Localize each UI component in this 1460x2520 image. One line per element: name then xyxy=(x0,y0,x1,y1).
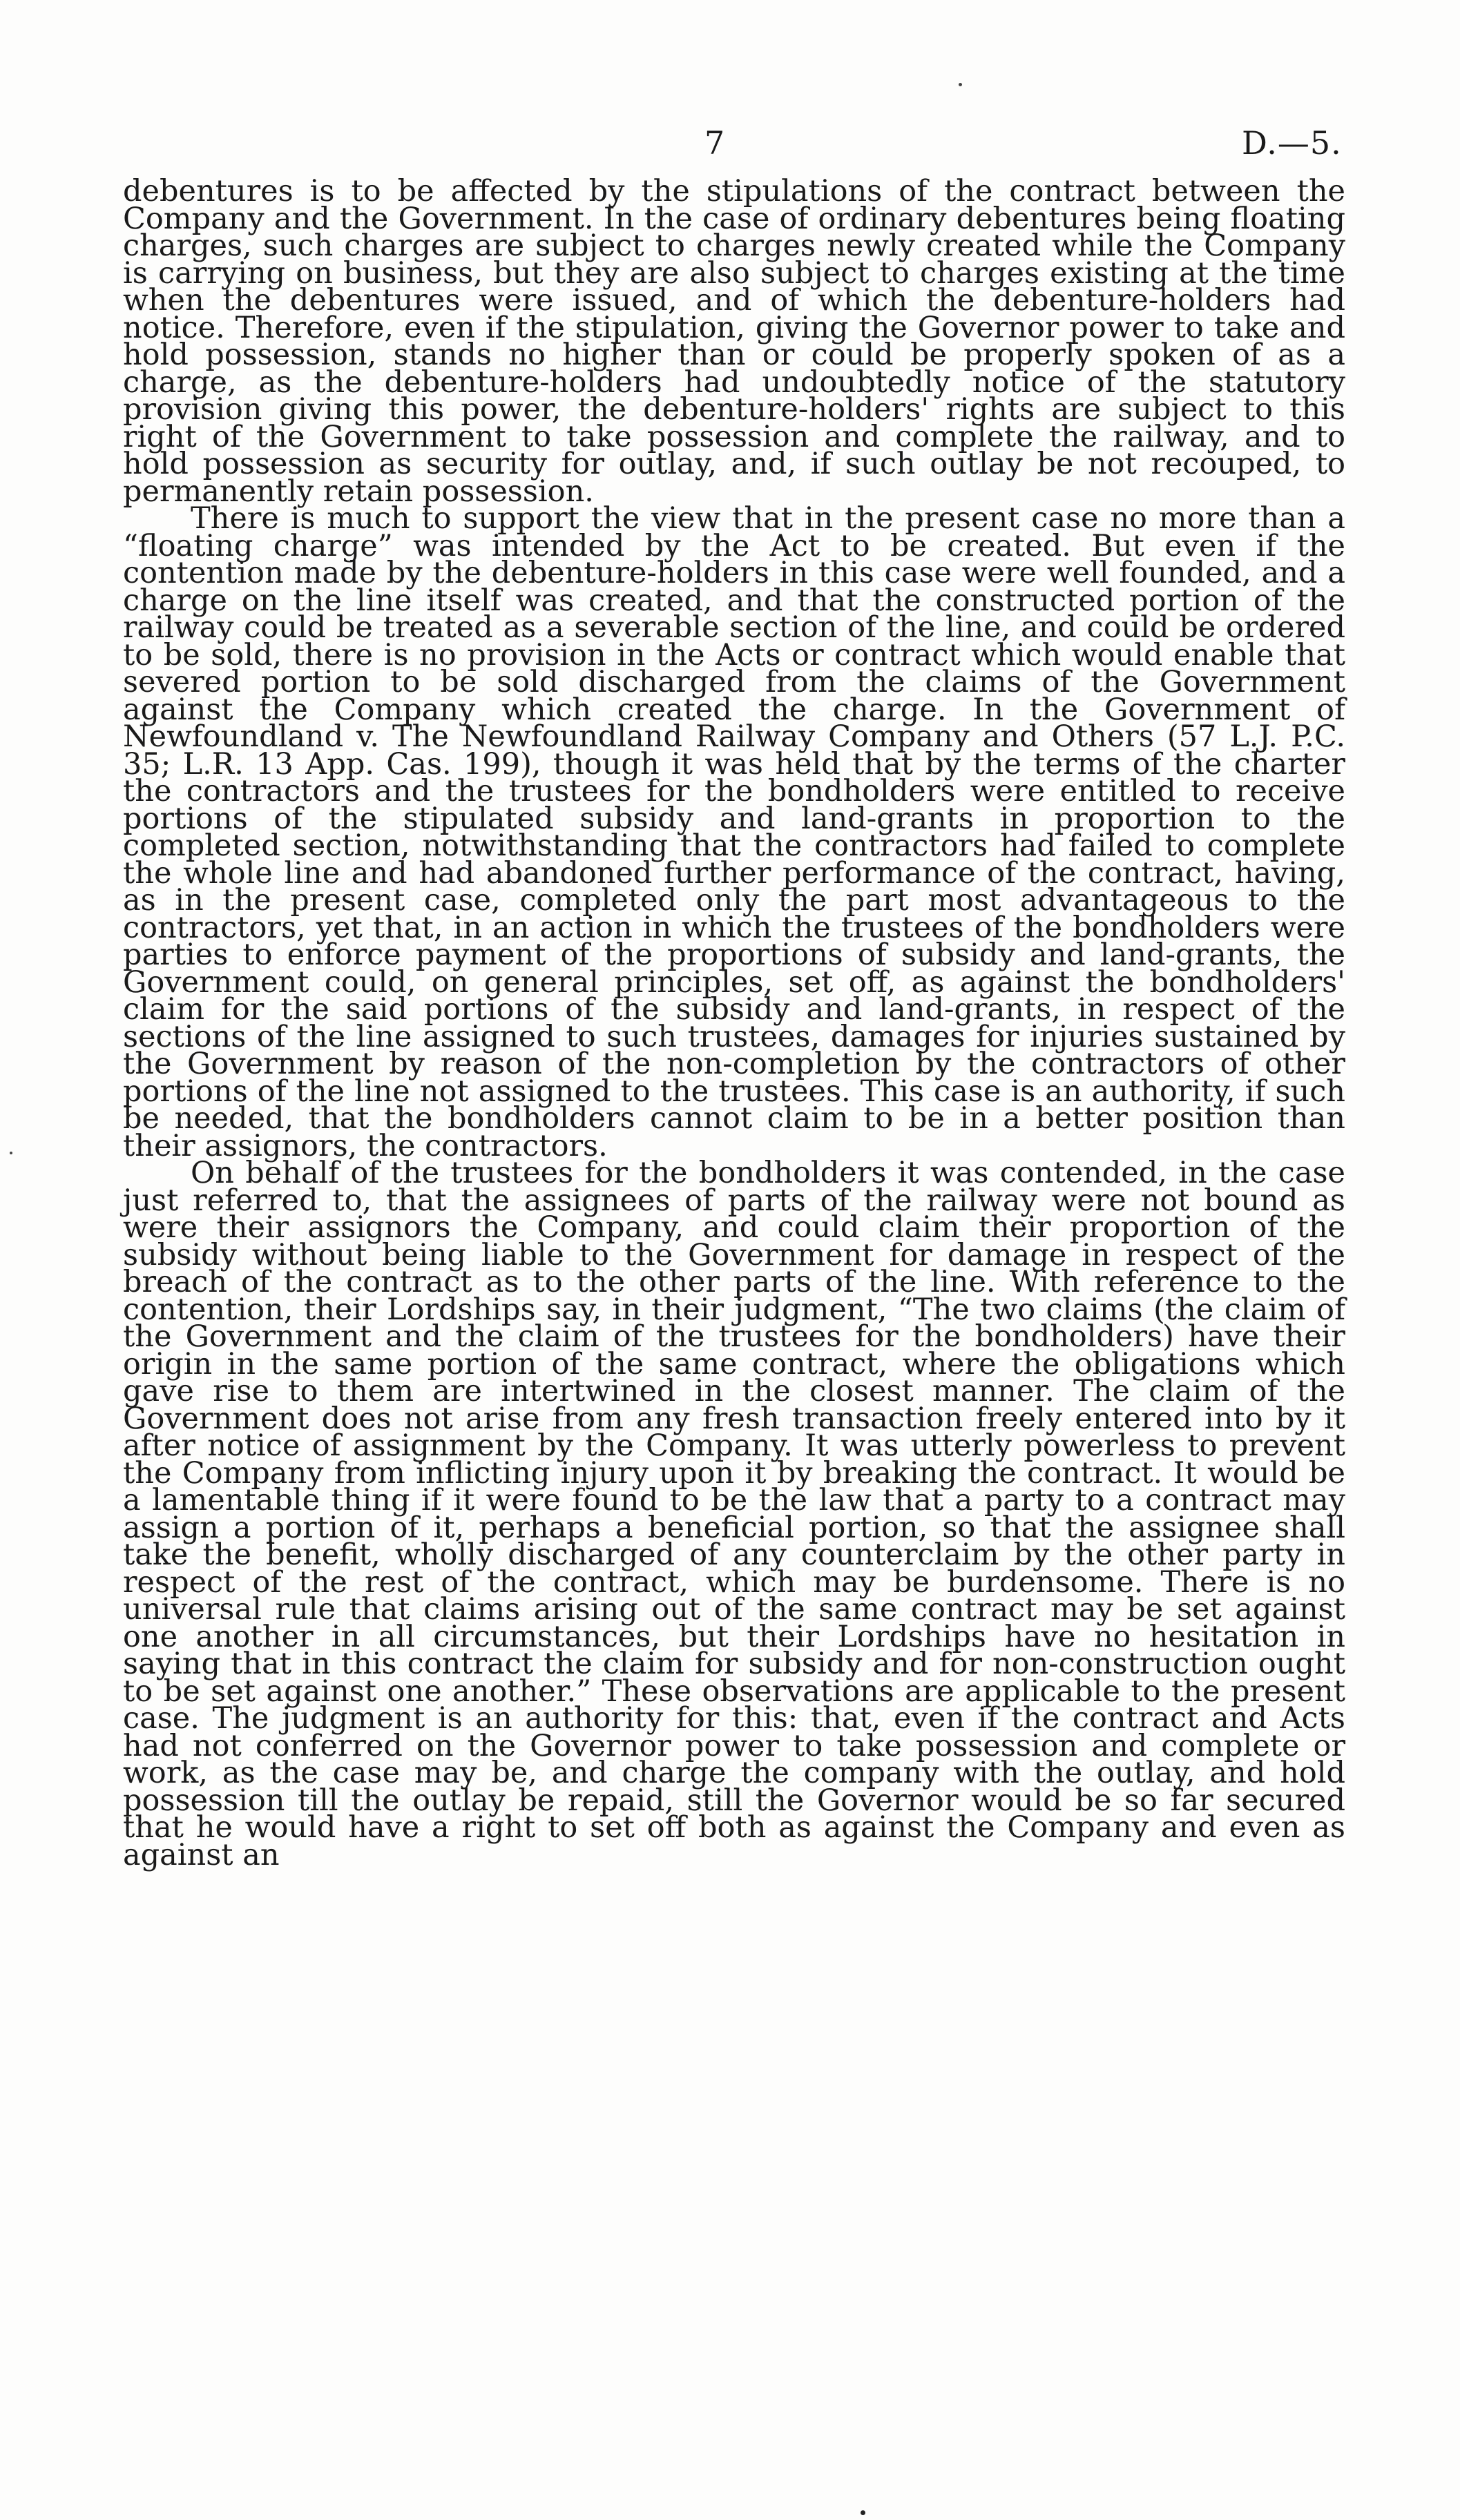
scan-speck xyxy=(10,1152,12,1154)
paragraph: There is much to support the view that in the present case no more than a “floating charge” was intended by the Act to be created. But even if the contention made by the debenture-holders in this case were well founded, and a charge on the line itself was created, and that the constructed portion of the railway could be treated as a severable section of the line, and could be ordered to be sold, there is no provision in the Acts or contract which would enable that severed portion to be sold discharged from the claims of the Government against the Company which created the charge. In the Government of Newfoundland v. The Newfoundland Railway Company and Others (57 L.J. P.C. 35; L.R. 13 App. Cas. 199), though it was held that by the terms of the charter the contractors and the trustees for the bondholders were entitled to receive portions of the stipulated subsidy and land-grants in proportion to the completed section, notwithstanding that the contractors had failed to complete the whole line and had abandoned further performance of the contract, having, as in the present case, completed only the part most advantageous to the contractors, yet that, in an action in which the trustees of the bondholders were parties to enforce payment of the proportions of subsidy and land-grants, the Government could, on general principles, set off, as against the bondholders' claim for the said portions of the subsidy and land-grants, in respect of the sections of the line assigned to such trustees, damages for injuries sustained by the Government by reason of the non-completion by the contractors of other portions of the line not assigned to the trustees. This case is an authority, if such be needed, that the bondholders cannot claim to be in a better position than their assignors, the contractors. xyxy=(123,501,1345,1163)
paragraph: On behalf of the trustees for the bondholders it was contended, in the case just referred to, that the assignees of parts of the railway were not bound as were their assignors the Company, and could claim their proportion of the subsidy without being liable to the Government for damage in respect of the breach of the contract as to the other parts of the line. With reference to the contention, their Lordships say, in their judgment, “The two claims (the claim of the Government and the claim of the trustees for the bondholders) have their origin in the same portion of the same contract, where the obligations which gave rise to them are intertwined in the closest manner. The claim of the Government does not arise from any fresh transaction freely entered into by it after notice of assignment by the Company. It was utterly powerless to prevent the Company from inflicting injury upon it by breaking the contract. It would be a lamentable thing if it were found to be the law that a party to a contract may assign a portion of it, perhaps a beneficial portion, so that the assignee shall take the benefit, wholly discharged of any counterclaim by the other party in respect of the rest of the contract, which may be burdensome. There is no universal rule that claims arising out of the same contract may be set against one another in all circumstances, but their Lordships have no hesitation in saying that in this contract the claim for subsidy and for non-construction ought to be set against one another.” These observations are applicable to the present case. The judgment is an authority for this: that, even if the contract and Acts had not conferred on the Governor power to take possession and complete or work, as the case may be, and charge the company with the outlay, and hold possession till the outlay be repaid, still the Governor would be so far secured that he would have a right to set off both as against the Company and even as against an xyxy=(123,1156,1345,1872)
page-number: 7 xyxy=(704,124,726,162)
scan-speck xyxy=(861,2510,865,2515)
scan-speck xyxy=(959,83,962,86)
document-reference: D.—5. xyxy=(1242,124,1342,162)
paragraph: debentures is to be affected by the stipulations of the contract between the Company and the Government. In the case of ordinary debentures being floating charges, such charges are subject to charges newly created while the Company is carrying on business, but they are also subject to charges existing at the time when the debentures were issued, and of which the debenture-holders had notice. Therefore, even if the stipulation, giving the Governor power to take and hold possession, stands no higher than or could be properly spoken of as a charge, as the debenture-holders had undoubtedly notice of the statutory provision giving this power, the debenture-holders' rights are subject to this right of the Government to take possession and complete the railway, and to hold possession as security for outlay, and, if such outlay be not recouped, to permanently retain possession. xyxy=(123,174,1345,509)
body-text xyxy=(123,174,1345,1872)
